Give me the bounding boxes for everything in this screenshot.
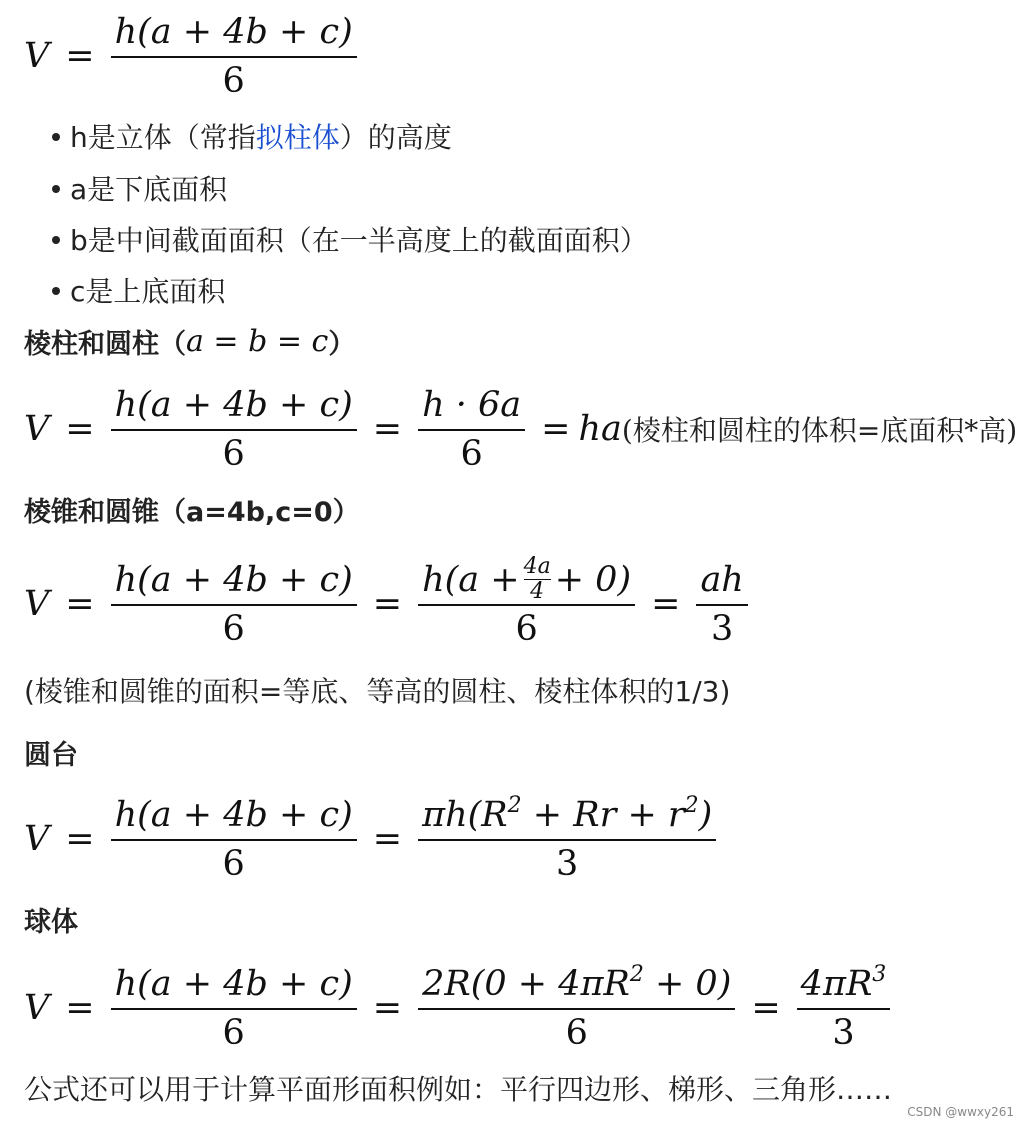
heading-frustum: 圆台 <box>24 740 78 771</box>
prism-note: (棱柱和圆柱的体积=底面积*高) <box>621 414 1018 447</box>
small-fraction: 4a 4 <box>523 554 551 604</box>
formula-frustum: V = $\frac{h(a + 4b + c)}{6}$ = $\frac{\pi h(R^2 + Rr + r^2)}{3}$ <box>24 791 716 887</box>
formula-fraction <box>111 8 357 104</box>
bullet-dot <box>52 133 60 141</box>
formula-denominator: 6 <box>222 61 245 101</box>
formula-lhs: V <box>24 36 50 76</box>
formula-pyramid: V = $\frac{h(a + 4b + c)}{6}$ = h(a + 4a 4 + 0) 6 = $\frac{ah}{3}$ <box>24 555 748 652</box>
bullet-a: a是下底面积 <box>52 168 227 208</box>
heading-sphere: 球体 <box>24 907 78 938</box>
formula-sphere: V = $\frac{h(a + 4b + c)}{6}$ = $\frac{2R(0 + 4\pi R^2 + 0)}{6}$ = $\frac{4\pi R^3}{3}$ <box>24 960 890 1056</box>
bullet-dot <box>52 287 60 295</box>
formula-prism: V = $\frac{h(a + 4b + c)}{6}$ = $\frac{h \cdot 6a}{6}$ = ha (棱柱和圆柱的体积=底面积*高) <box>24 385 1018 474</box>
bullet-c: c是上底面积 <box>52 270 225 310</box>
prism-result: ha <box>578 409 622 449</box>
heading-pyramid: 棱锥和圆锥（a=4b,c=0） <box>24 497 360 528</box>
bullet-h: h是立体（常指拟柱体）的高度 <box>52 116 452 156</box>
bullet-b: b是中间截面面积（在一半高度上的截面面积） <box>52 219 648 259</box>
heading-prism: 棱柱和圆柱（ a = b = c ） <box>24 324 356 360</box>
link-prismatoid[interactable]: 拟柱体 <box>255 121 340 154</box>
heading-prism-math: a = b = c <box>186 324 329 359</box>
formula-eq: = <box>65 36 95 76</box>
pyramid-note: (棱锥和圆锥的面积=等底、等高的圆柱、棱柱体积的1/3) <box>24 675 731 708</box>
watermark: CSDN @wwxy261 <box>907 1105 1014 1119</box>
footer-text: 公式还可以用于计算平面形面积例如：平行四边形、梯形、三角形…… <box>24 1073 893 1106</box>
formula-general <box>24 8 357 104</box>
bullet-dot <box>52 185 60 193</box>
bullet-dot <box>52 236 60 244</box>
formula-numerator: h(a + 4b + c) <box>114 12 353 52</box>
